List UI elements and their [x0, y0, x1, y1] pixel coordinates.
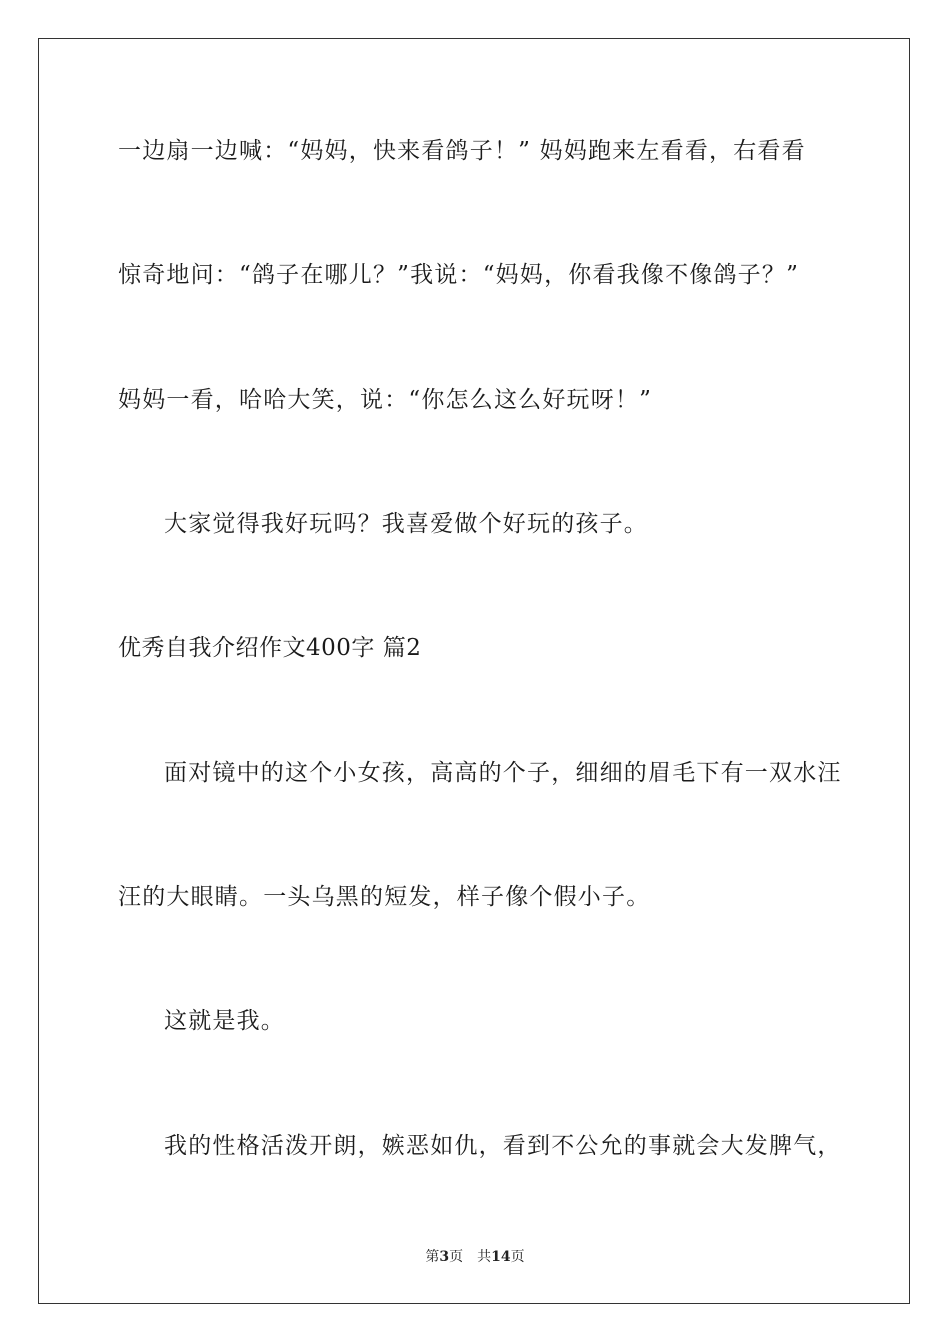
footer-page-suffix: 页 — [449, 1249, 464, 1265]
footer-page-number: 3 — [439, 1249, 450, 1265]
body-line: 面对镜中的这个小女孩，高高的个子，细细的眉毛下有一双水汪 — [164, 760, 842, 786]
body-line: 我的性格活泼开朗，嫉恶如仇，看到不公允的事就会大发脾气， — [164, 1133, 842, 1159]
page-footer — [0, 1248, 950, 1266]
body-line: 惊奇地问：“鸽子在哪儿？”我说：“妈妈，你看我像不像鸽子？” — [118, 262, 800, 288]
body-line: 汪的大眼睛。一头乌黑的短发，样子像个假小子。 — [118, 884, 651, 910]
body-line: 这就是我。 — [164, 1008, 285, 1034]
body-line: 一边扇一边喊：“妈妈，快来看鸽子！” 妈妈跑来左看看，右看看 — [118, 138, 806, 164]
body-line: 妈妈一看，哈哈大笑，说：“你怎么这么好玩呀！” — [118, 387, 653, 413]
page-border — [38, 38, 910, 1304]
body-line: 大家觉得我好玩吗？我喜爱做个好玩的孩子。 — [164, 511, 648, 537]
footer-page-prefix: 第 — [425, 1249, 440, 1265]
footer-total-prefix: 共 — [477, 1249, 492, 1265]
section-heading: 优秀自我介绍作文400字 篇2 — [118, 635, 422, 661]
footer-total-pages: 14 — [491, 1249, 511, 1265]
footer-total-suffix: 页 — [510, 1249, 525, 1265]
